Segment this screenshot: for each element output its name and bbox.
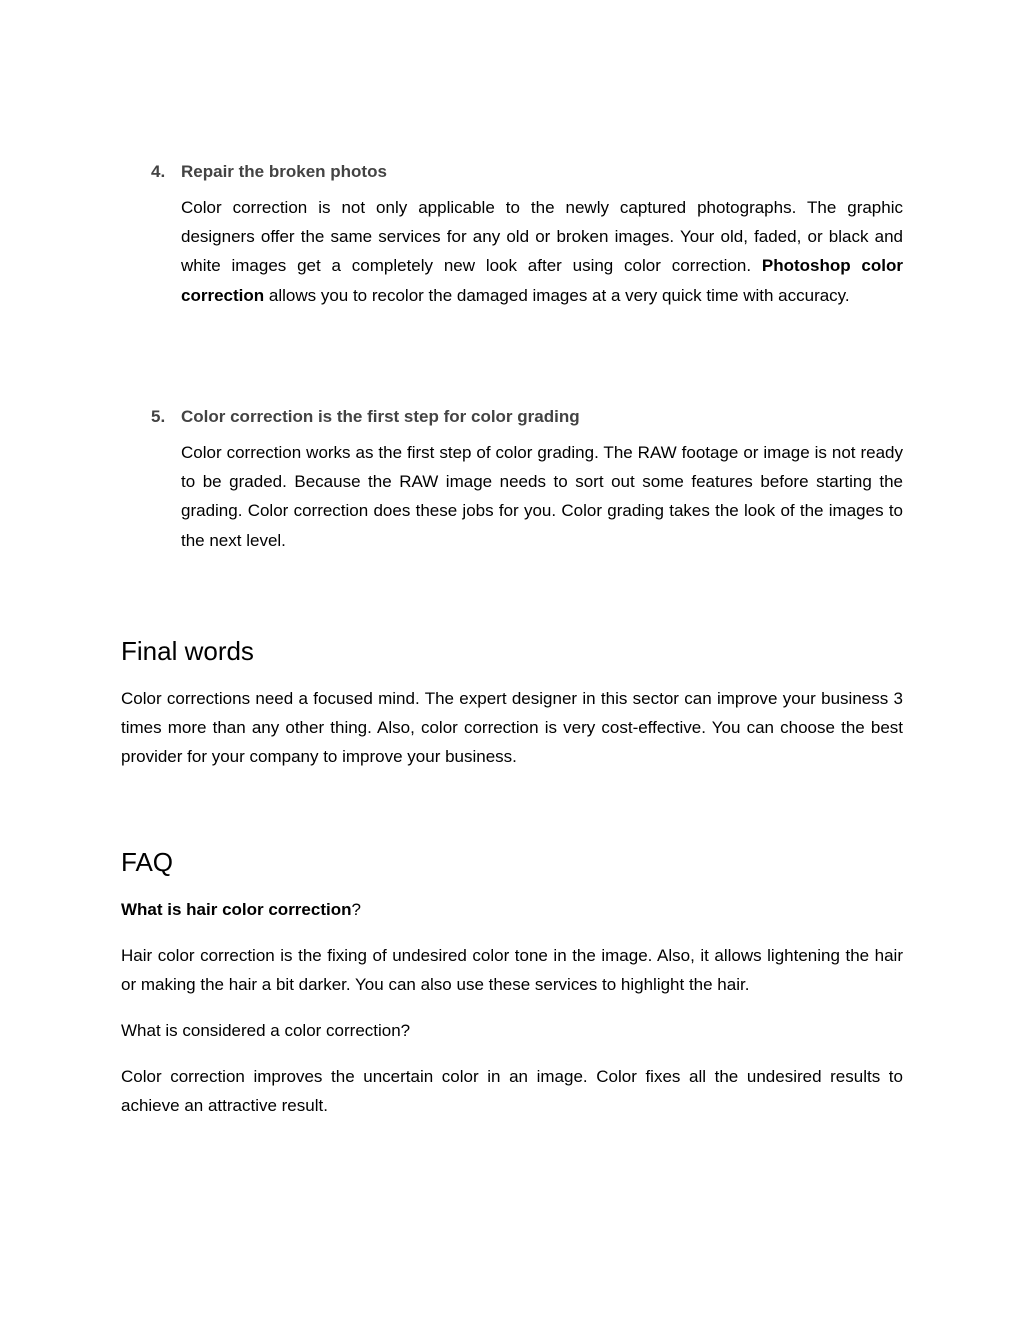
list-item-number: 5. — [151, 407, 166, 426]
list-item-body: Color correction works as the first step of color grading. The RAW footage or image is not ready to be graded. Because the RAW image needs to sort out some features before starting the grading. Color correction does these jobs for you. Color grading takes the look of the images to the next level. — [181, 443, 903, 550]
faq-question-1 — [121, 895, 903, 924]
list-item-title: Repair the broken photos — [181, 162, 387, 181]
final-words-heading: Final words — [121, 636, 254, 666]
list-item-number: 4. — [151, 162, 166, 181]
faq-question-1-tail: ? — [351, 900, 361, 919]
body-text: Color correction is not only applicable to the newly captured photographs. The graphic designers offer the same services for any old or broken images. Your old, faded, or black and white images get a completely new look after using color correction. — [181, 198, 903, 276]
faq-question-2: What is considered a color correction? — [121, 1021, 411, 1040]
list-item-title: Color correction is the first step for color grading — [181, 407, 580, 426]
faq-answer-2: Color correction improves the uncertain color in an image. Color fixes all the undesired results to achieve an attractive result. — [121, 1067, 903, 1116]
body-bold-text: Photoshop color correction — [181, 256, 903, 305]
list-item-body — [181, 193, 903, 310]
faq-answer-1: Hair color correction is the fixing of undesired color tone in the image. Also, it allows lightening the hair or making the hair a bit darker. You can also use these services to highlight the hair. — [121, 946, 903, 995]
faq-heading: FAQ — [121, 847, 174, 877]
final-words-paragraph: Color corrections need a focused mind. The expert designer in this sector can improve your business 3 times more than any other thing. Also, color correction is very cost-effective. You can choose the best provider for your company to improve your business. — [121, 689, 903, 767]
faq-question-1-bold: What is hair color correction — [121, 900, 352, 919]
body-text: allows you to recolor the damaged images at a very quick time with accuracy. — [264, 285, 850, 305]
